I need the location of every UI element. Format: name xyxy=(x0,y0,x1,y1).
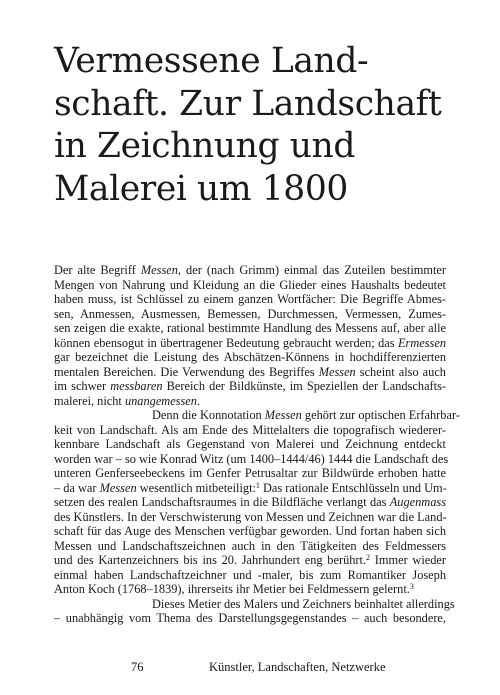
body-line xyxy=(54,336,446,351)
footnote-ref: 1 xyxy=(255,480,260,490)
body-line xyxy=(54,350,446,365)
text-run: wesentlich mitbeteiligt: xyxy=(136,480,256,495)
running-head: Künstler, Landschaften, Netzwerke xyxy=(209,660,386,674)
body-line xyxy=(54,582,446,597)
emphasis: unangemessen xyxy=(124,393,197,408)
emphasis: Messen xyxy=(318,364,356,379)
emphasis: Ermessen xyxy=(398,335,446,350)
chapter-title-line: in Zeichnung und xyxy=(54,126,356,166)
text-run: mentalen Bereichen. Die Verwendung des Begriffes xyxy=(54,364,319,379)
text-run: haben muss, ist Schlüssel zu einem ganzen Wortfächer: Die Begriffe Abmes- xyxy=(54,292,446,306)
body-line xyxy=(54,451,449,467)
text-run: Bereich der Bildkünste, im Speziellen der Landschafts- xyxy=(162,379,446,393)
body-line xyxy=(54,379,446,394)
text-run: gar bezeichnet die Leistung des Abschätzen-Könnens in hochdifferenzierten xyxy=(54,350,446,364)
text-run: einmal haben Landschaftzeichner und -maler, bis zum Romantiker Joseph xyxy=(54,567,446,582)
text-run: worden war – so wie Konrad Witz (um 1400–1444/46) 1444 die Landschaft des xyxy=(54,451,449,466)
text-run: Immer wieder xyxy=(370,553,446,567)
text-run: und des Kartenzeichners bis ins 20. Jahrhundert eng berührt. xyxy=(54,553,367,567)
body-line xyxy=(54,365,446,380)
emphasis: Messen xyxy=(140,263,178,277)
text-run: gehört zur optischen Erfahrbar- xyxy=(301,408,460,422)
body-line xyxy=(54,524,446,539)
text-run: Anton Koch (1768–1839), ihrerseits ihr Metier bei Feldmessern gelernt. xyxy=(54,582,410,596)
body-line xyxy=(54,466,446,481)
text-run: scheint also auch xyxy=(355,364,446,379)
text-run: Dieses Metier des Malers und Zeichners beinhaltet allerdings xyxy=(152,596,455,611)
text-run: unteren Genferseebeckens im Genfer Petrusaltar zur Bildwürde erhoben hatte xyxy=(54,466,446,480)
body-line xyxy=(54,495,446,510)
chapter-title-line: schaft. Zur Landschaft xyxy=(54,83,442,124)
body-line xyxy=(54,292,446,307)
chapter-title-line: Vermessene Land- xyxy=(54,41,369,81)
text-run: keit von Landschaft. Als am Ende des Mittelalters die topografisch wiederer- xyxy=(54,422,446,437)
text-run: malerei, nicht xyxy=(54,393,125,408)
body-line xyxy=(54,307,446,322)
chapter-title xyxy=(54,40,474,210)
text-run: Messen und Landschaftszeichnen auch in den Tätigkeiten des Feldmessers xyxy=(54,538,446,553)
text-run: sen, Anmessen, Ausmessen, Bemessen, Durchmessen, Vermessen, Zumes- xyxy=(54,306,446,321)
body-line xyxy=(54,553,446,568)
text-run: setzen des realen Landschaftsraumes in die Bildfläche verlangt das xyxy=(54,495,390,509)
body-line xyxy=(54,568,446,583)
text-run: können ebensogut in übertragener Bedeutung gebraucht werden; das xyxy=(54,335,398,350)
body-line xyxy=(54,481,446,496)
body-line xyxy=(54,278,446,293)
chapter-title-line: Malerei um 1800 xyxy=(54,168,348,209)
text-run: im schwer xyxy=(54,379,111,393)
text-run: Denn die Konnotation xyxy=(152,408,265,422)
text-run: Der alte Begriff xyxy=(54,263,141,277)
text-run: des Künstlers. In der Verschwisterung von Messen und Zeichnen war die Land- xyxy=(54,509,447,524)
body-line xyxy=(54,394,446,409)
page-number: 76 xyxy=(131,660,144,674)
body-line xyxy=(54,408,460,423)
body-line xyxy=(54,596,455,612)
body-line xyxy=(54,539,446,554)
body-line xyxy=(54,510,446,525)
text-run: Das rationale Entschlüsseln und Um- xyxy=(259,480,447,495)
emphasis: Messen xyxy=(99,480,137,495)
body-line xyxy=(54,423,446,438)
body-line xyxy=(54,263,446,278)
emphasis: Messen xyxy=(264,408,302,422)
text-run: kennbare Landschaft als Gegenstand von Malerei und Zeichnung entdeckt xyxy=(54,437,446,451)
text-run: – unabhängig vom Thema des Darstellungsgegenstandes – auch besondere, xyxy=(54,611,446,625)
emphasis: Augenmass xyxy=(389,495,446,509)
footnote-ref: 2 xyxy=(366,553,371,562)
text-run: – da war xyxy=(54,480,100,495)
body-line xyxy=(54,321,446,336)
body-text xyxy=(54,263,460,626)
footnote-ref: 3 xyxy=(409,582,414,591)
text-run: Mengen von Nahrung und Kleidung an die Glieder eines Haushalts bedeutet xyxy=(54,277,446,292)
text-run: sen zeigen die exakte, rational bestimmte Handlung des Messens auf, aber alle xyxy=(54,321,446,335)
text-run: schaft für das Auge des Menschen verfügbar geworden. Und fortan haben sich xyxy=(54,524,446,538)
text-run: , der (nach Grimm) einmal das Zuteilen bestimmter xyxy=(177,263,446,277)
emphasis: messbaren xyxy=(110,379,163,393)
body-line xyxy=(54,611,446,626)
text-run: . xyxy=(196,393,201,408)
body-line xyxy=(54,437,446,452)
